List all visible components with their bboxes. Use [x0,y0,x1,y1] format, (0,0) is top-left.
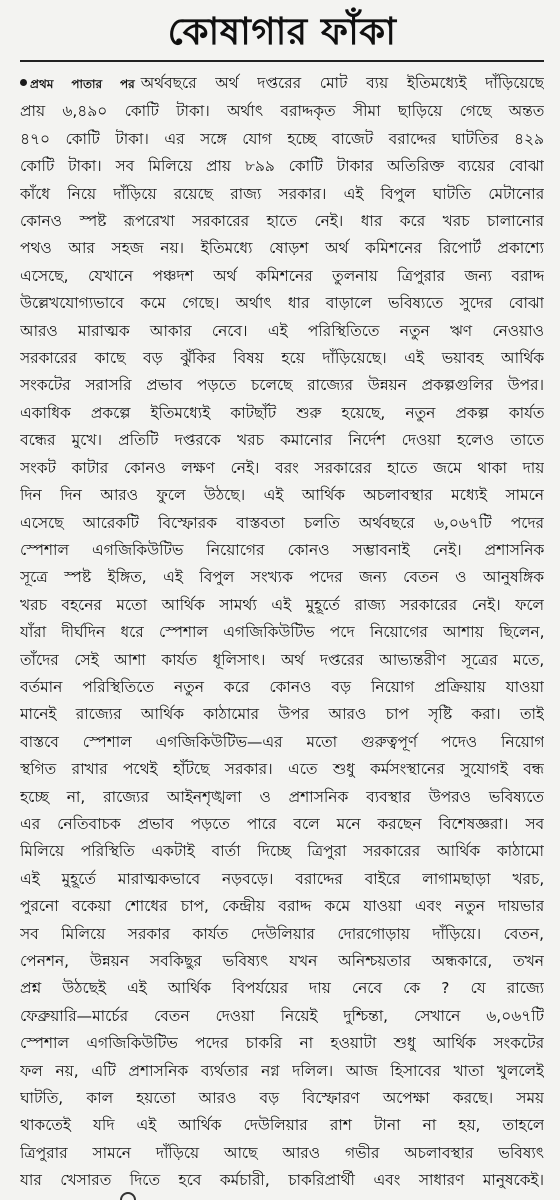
article-line: হচ্ছে না, রাজ্যের আইনশৃঙ্খলা ও প্রশাসনিক ব্যবস্থার উপরও ভবিষ্যতে [20,787,544,806]
article-line: যার খেসারত দিতে হবে কর্মচারী, চাকরিপ্রার্থী এবং সাধারণ মানুষকেই। [20,1171,544,1190]
article-line: সব মিলিয়ে সরকার কার্যত দেউলিয়ার দোরগোড়ায় দাঁড়িয়ে। বেতন, [20,924,544,943]
article-line: পেনশন, উন্নয়ন সবকিছুর ভবিষ্যৎ যখন অনিশ্চয়তার অন্ধকারে, তখন [20,952,544,970]
article-line: এসেছে, যেখানে পঞ্চদশ অর্থ কমিশনের তুলনায় ত্রিপুরার জন্য বরাদ্দ [20,266,544,285]
bullet-icon [20,79,27,86]
article-line: মানেই রাজ্যের আর্থিক কাঠামোর উপর আরও চাপ সৃষ্টি করা। তাই [20,705,544,724]
article-line: স্পেশাল এগজিকিউটিভ নিয়োগের কোনও সম্ভাবনাই নেই। প্রশাসনিক [20,540,544,559]
article-line: বন্ধের মুখে। প্রতিটি দপ্তরকে খরচ কমানোর নির্দেশ দেওয়া হলেও তাতে [20,431,544,450]
article-line: ফেব্রুয়ারি—মার্চের বেতন দেওয়া নিয়েই দুশ্চিন্তা, সেখানে ৬,০৬৭টি [20,1006,544,1025]
article-line: বাস্তবে স্পেশাল এগজিকিউটিভ—এর মতো গুরুত্বপূর্ণ পদেও নিয়োগ [20,732,544,751]
article-line: মিলিয়ে পরিস্থিতি একটাই বার্তা দিচ্ছে ত্রিপুরা সরকারের আর্থিক কাঠামো [20,842,544,861]
article-line: পুরনো বকেয়া শোধের চাপ, কেন্দ্রীয় বরাদ্দ কমে যাওয়া এবং নতুন দায়ভার [20,897,544,916]
article-line: তাঁদের সেই আশা কার্যত ধূলিসাৎ। অর্থ দপ্তরের আভ্যন্তরীণ সূত্রের মতে, [20,650,544,669]
article-line: আরও মারাত্মক আকার নেবে। এই পরিস্থিতিতে নতুন ঋণ নেওয়াও [20,321,544,340]
article-line: প্রশ্ন উঠছেই এই আর্থিক বিপর্যয়ের দায় নেবে কে ? যে রাজ্যে [20,979,544,998]
article-line: কোনও স্পষ্ট রূপরেখা সরকারের হাতে নেই। ধার করে খরচ চালানোর [20,212,544,231]
article-line: দিন দিন আরও ফুলে উঠছে। এই আর্থিক অচলাবস্থার মধ্যেই সামনে [20,486,544,505]
article-line: ৪৭০ কোটি টাকা। এর সঙ্গে যোগ হচ্ছে বাজেট বরাদ্দের ঘাটতির ৪২৯ [20,129,544,148]
continued-label: প্রথম পাতার পর [30,77,135,91]
article-line: ঘাটতি, কাল হয়তো আরও বড় বিস্ফোরণ অপেক্ষা করছে। সময় [20,1089,544,1108]
article-line: পথও আর সহজ নয়। ইতিমধ্যে ষোড়শ অর্থ কমিশনের রিপোর্ট প্রকাশ্যে [20,239,544,258]
article-line: সূত্রে স্পষ্ট ইঙ্গিত, এই বিপুল সংখ্যক পদের জন্য বেতন ও আনুষঙ্গিক [20,568,544,587]
article-line: সরকারের কাছে বড় ঝুঁকির বিষয় হয়ে দাঁড়িয়েছে। এই ভয়াবহ আর্থিক [20,349,544,368]
article-line: খরচ বহনের মতো আর্থিক সামর্থ্য এই মুহূর্তে রাজ্য সরকারের নেই। ফলে [20,595,544,614]
article-line: ত্রিপুরার সামনে দাঁড়িয়ে আছে আরও গভীর অচলাবস্থার ভবিষ্যৎ [20,1143,544,1162]
article-line: যাঁরা দীর্ঘদিন ধরে স্পেশাল এগজিকিউটিভ পদে নিয়োগের আশায় ছিলেন, [20,623,544,642]
article-line: এসেছে আরেকটি বিস্ফোরক বাস্তবতা চলতি অর্থবছরে ৬,০৬৭টি পদের [20,513,544,532]
article-line: সংকটের সরাসরি প্রভাব পড়তে চলেছে রাজ্যের উন্নয়ন প্রকল্পগুলির উপর। [20,376,544,395]
article-line: বর্তমান পরিস্থিতিতে নতুন করে কোনও বড় নিয়োগ প্রক্রিয়ায় যাওয়া [20,677,544,696]
article-line: সংকট কাটার কোনও লক্ষণ নেই। বরং সরকারের হাতে জমে থাকা দায় [20,458,544,477]
article-body [20,70,544,1195]
headline-divider [20,60,544,62]
article-line: প্রথম পাতার পর অর্থবছরে অর্থ দপ্তরের মোট ব্যয় ইতিমধ্যেই দাঁড়িয়েছে [20,70,544,98]
article-line: এর নেতিবাচক প্রভাব পড়তে পারে বলে মনে করছেন বিশেষজ্ঞরা। সব [20,814,544,833]
article-line: প্রায় ৬,৪৯০ কোটি টাকা। অর্থাৎ বরাদ্দকৃত সীমা ছাড়িয়ে গেছে অন্তত [20,102,544,121]
article-line: কাঁধে নিয়ে দাঁড়িয়ে রয়েছে রাজ্য সরকার। এই বিপুল ঘাটতি মেটানোর [20,184,544,203]
article-line: ফল নয়, এটি প্রশাসনিক ব্যর্থতার নগ্ন দলিল। আজ হিসাবের খাতা খুললেই [20,1061,544,1080]
article-line: থাকতেই যদি এই আর্থিক দেউলিয়ার রাশ টানা না হয়, তাহলে [20,1116,544,1135]
article-line: এই মুহূর্তে মারাত্মকভাবে নড়বড়ে। বরাদ্দের বাইরে লাগামছাড়া খরচ, [20,869,544,888]
article-line: স্পেশাল এগজিকিউটিভ পদের চাকরি না হওয়াটা শুধু আর্থিক সংকটের [20,1034,544,1053]
article-line: একাধিক প্রকল্পে ইতিমধ্যেই কাটছাঁট শুরু হয়েছে, নতুন প্রকল্প কার্যত [20,403,544,422]
article-line: কোটি টাকা। সব মিলিয়ে প্রায় ৮৯৯ কোটি টাকার অতিরিক্ত ব্যয়ের বোঝা [20,157,544,176]
article-line: স্থগিত রাখার পথেই হাঁটছে সরকার। এতে শুধু কর্মসংস্থানের সুযোগই বন্ধ [20,760,544,779]
article-line: উল্লেখযোগ্যভাবে কমে গেছে। অর্থাৎ ধার বাড়ালে ভবিষ্যতে সুদের বোঝা [20,294,544,313]
headline: কোষাগার ফাঁকা [167,10,397,53]
